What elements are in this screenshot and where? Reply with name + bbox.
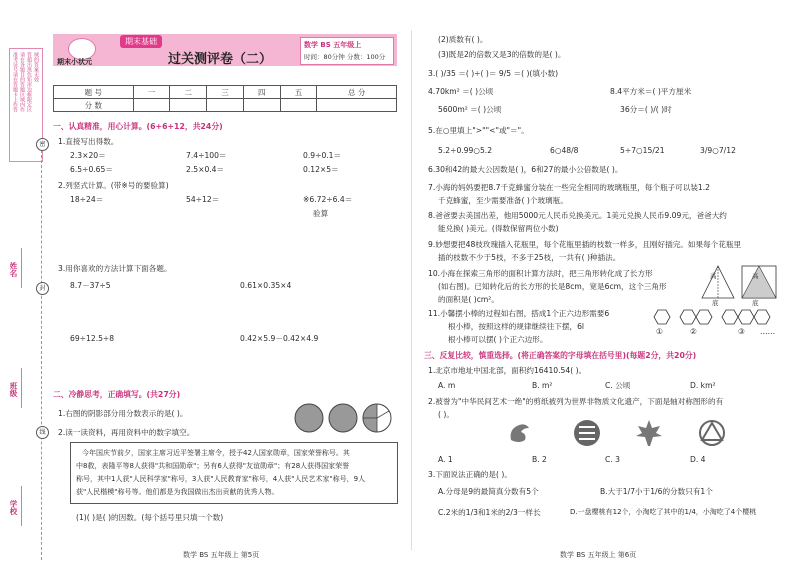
score-cell[interactable]	[207, 99, 244, 112]
passage-line: 中8救，表隆平等8人获得"共和国勋章"；另有6人获得"友谊勋章"；有28人获得国家荣誉	[76, 462, 350, 470]
calc-item: 8.7－37÷5	[70, 281, 111, 290]
shaded-sector	[363, 404, 377, 418]
question: 6.30和42的最大公因数是( )，6和27的最小公倍数是( )。	[428, 165, 623, 174]
option[interactable]: D. km²	[690, 381, 716, 390]
score-cell[interactable]	[280, 99, 317, 112]
question: 插的枝数不少于5枝，不多于25枝，一共有( )种插法。	[438, 253, 621, 262]
page-footer-left: 数学 BS 五年级上 第5页	[183, 551, 260, 559]
compare-item: 5.2÷0.99○5.2	[438, 146, 493, 155]
check-label: 验算	[313, 209, 329, 218]
figure-label: 底	[752, 299, 759, 307]
table-cell: 分 数	[54, 99, 134, 112]
seal-line	[41, 140, 42, 560]
figure-index: ③	[738, 327, 745, 336]
seal-mark: 线	[36, 426, 49, 439]
question: 1.北京市地址中国北部，面积约16410.54( )。	[428, 366, 587, 375]
table-cell: 三	[207, 86, 244, 99]
question: 的面积是( )cm²。	[438, 295, 499, 304]
page-footer-right: 数学 BS 五年级上 第6页	[560, 551, 637, 559]
school-line[interactable]	[21, 486, 22, 526]
figure-label: 底	[712, 299, 719, 307]
shaded-circle	[329, 404, 357, 432]
papercut-knot-icon	[697, 418, 727, 448]
score-table	[53, 85, 397, 112]
option[interactable]: B. 2	[532, 455, 547, 464]
papercut-maple-leaf-icon	[634, 418, 664, 448]
page-divider	[411, 30, 412, 550]
question: 4.70km² ＝( )公顷	[428, 87, 494, 96]
compare-item: 3/9○7/12	[700, 146, 736, 155]
question: 2.列竖式计算。(带※号的要验算)	[58, 181, 169, 190]
option[interactable]: B. m²	[532, 381, 553, 390]
shaded-sector	[363, 418, 377, 432]
section-3-title: 三、反复比较，慎重选择。(将正确答案的字母填在括号里)(每题2分，共20分)	[424, 351, 697, 360]
section-2-title: 二、冷静思考，正确填写。(共27分)	[53, 390, 181, 399]
class-label: 班级	[9, 382, 18, 397]
seal-mark: 密	[36, 138, 49, 151]
badge: 期末基础	[120, 35, 162, 48]
calc-item: 2.3×20＝	[70, 151, 106, 160]
table-cell: 二	[170, 86, 207, 99]
calc-item: 6.5÷0.65＝	[70, 165, 113, 174]
calc-item: 18÷24＝	[70, 195, 104, 204]
score-cell[interactable]	[133, 99, 170, 112]
question: 1.右图的阴影部分用分数表示的是( )。	[58, 409, 188, 418]
time-info: 时间：80分钟 分数：100分	[304, 53, 386, 61]
calc-item: 0.42×5.9－0.42×4.9	[240, 334, 319, 343]
compare-item: 5÷7○15/21	[620, 146, 665, 155]
score-cell[interactable]	[317, 99, 397, 112]
question: 11.小馨摆小棒的过程如右图，搭成1个正六边形需要6	[428, 309, 610, 318]
question: (如右图)。已知转化后的长方形的长是8cm，宽是6cm，这个三角形	[438, 282, 667, 291]
question: 千克蜂蜜，至少需要准备( )个玻璃瓶。	[438, 196, 568, 205]
question: (1)( )是( )的因数。(每个括号里只填一个数)	[76, 513, 224, 522]
option[interactable]: C. 公顷	[605, 381, 631, 390]
option[interactable]: A. 1	[438, 455, 453, 464]
name-label: 姓名	[9, 262, 18, 277]
table-cell: 总 分	[317, 86, 397, 99]
exam-notice-text: 域的答案无效	[33, 52, 39, 82]
papercut-dragon-icon	[505, 418, 535, 448]
table-row	[54, 86, 397, 99]
class-line[interactable]	[21, 368, 22, 408]
figure-index: ②	[690, 327, 697, 336]
option[interactable]: A. m	[438, 381, 456, 390]
option[interactable]: C.2米的1/3和1米的2/3一样长	[438, 508, 541, 517]
question: 1.直接写出得数。	[58, 137, 119, 146]
question: 能兑换( )美元。(得数保留两位小数)	[438, 224, 559, 233]
question: 10.小海在探索三角形的面积计算方法时，把三角形转化成了长方形	[428, 269, 653, 278]
question: 2.读一读资料，再用资料中的数字填空。	[58, 428, 195, 437]
table-cell: 题 号	[54, 86, 134, 99]
table-cell: 一	[133, 86, 170, 99]
question: 3.下面说法正确的是( )。	[428, 470, 512, 479]
question: 9.妙想要把48枝玫瑰插入花瓶里，每个花瓶里插的枝数一样多，且刚好插完。如果每个花瓶里	[428, 240, 742, 249]
seal-mark: 封	[36, 282, 49, 295]
section-1-title: 一、认真精准，用心计算。(6+6+12，共24分)	[53, 122, 223, 131]
question: 5.在○里填上">""<"或"＝"。	[428, 126, 529, 135]
option[interactable]: A.分母是9的最简真分数有5个	[438, 487, 539, 496]
figure-index: ①	[656, 327, 663, 336]
question: (2)质数有( )。	[438, 35, 488, 44]
compare-item: 6○48/8	[550, 146, 579, 155]
figure-label: 高	[752, 272, 759, 280]
table-cell: 五	[280, 86, 317, 99]
page-title: 过关测评卷（二）	[168, 52, 273, 67]
question: 8.4平方米＝( )平方厘米	[610, 87, 692, 96]
option[interactable]: D.一盘樱桃有12个，小淘吃了其中的1/4，小淘吃了4个樱桃	[570, 508, 757, 516]
school-label: 学校	[9, 500, 18, 515]
question: 3.用你喜欢的方法计算下面各题。	[58, 264, 172, 273]
calc-item: 0.9÷0.1＝	[303, 151, 342, 160]
question: 36分＝( )/( )时	[620, 105, 672, 114]
table-row	[54, 99, 397, 112]
papercut-double-happiness-icon	[572, 418, 602, 448]
calc-item: 7.4÷100＝	[186, 151, 227, 160]
question: 3.( )/35 ＝( )÷( )＝ 9/5 ＝( )(填小数)	[428, 69, 559, 78]
question: 7.小海的妈妈要把8.7千克蜂蜜分装在一些完全相同的玻璃瓶里，每个瓶子可以装1.2	[428, 183, 710, 192]
question: ( )。	[438, 410, 454, 419]
option[interactable]: C. 3	[605, 455, 620, 464]
calc-item: 2.5×0.4＝	[186, 165, 225, 174]
fraction-figure	[293, 401, 397, 435]
calc-item: 69÷12.5÷8	[70, 334, 115, 343]
question: 5600m² ＝( )公顷	[438, 105, 502, 114]
option[interactable]: D. 4	[690, 455, 706, 464]
name-line[interactable]	[21, 248, 22, 288]
passage-line: 获"人民楷模"称号等。他们都是为我国做出杰出贡献的优秀人物。	[76, 488, 279, 496]
calc-item: 0.12×5＝	[303, 165, 339, 174]
exam-notice-text: 请在各题目的答题区域内作	[19, 52, 25, 112]
exam-notice-text: 准考证号请在答题卡上作答	[12, 52, 18, 112]
calc-item: 54÷12＝	[186, 195, 220, 204]
question: 8.爸爸要去美国出差，他用5000元人民币兑换美元。1美元兑换人民币9.09元，爸爸大约	[428, 211, 727, 220]
option[interactable]: B.大于1/7小于1/6的分数只有1个	[600, 487, 713, 496]
table-cell: 四	[243, 86, 280, 99]
question: 根小棒可以摆( )个正六边形。	[448, 335, 548, 344]
exam-notice-text: 答超出黑色矩形边框限定区	[26, 52, 32, 112]
score-cell[interactable]	[243, 99, 280, 112]
figure-label: 高	[710, 272, 717, 280]
question: (3)既是2的倍数又是3的倍数的是( )。	[438, 50, 566, 59]
question: 根小棒，按照这样的规律继续往下摆，6l	[448, 322, 585, 331]
subject-info: 数学 BS 五年级上	[304, 41, 362, 49]
score-cell[interactable]	[170, 99, 207, 112]
calc-item: ※6.72÷6.4＝	[303, 195, 353, 204]
calc-item: 0.61×0.35×4	[240, 281, 292, 290]
passage-line: 今年国庆节前夕，国家主席习近平签署主席令，授予42人国家勋章，国家荣誉称号。其	[82, 449, 350, 457]
logo-text: 期末小状元	[57, 58, 92, 66]
question: 2.被誉为"中华民间艺术一绝"的剪纸被列为世界非物质文化遗产，下面是轴对称图形的有	[428, 397, 724, 406]
shaded-circle	[295, 404, 323, 432]
hexagon-pattern-figure	[650, 306, 780, 328]
figure-index: ……	[760, 327, 776, 336]
triangle-rectangle-figure	[700, 262, 780, 302]
passage-line: 称号，其中1人获"人民科学家"称号，3人获"人民教育家"称号，4人获"人民艺术家"称号，9人	[76, 475, 366, 483]
